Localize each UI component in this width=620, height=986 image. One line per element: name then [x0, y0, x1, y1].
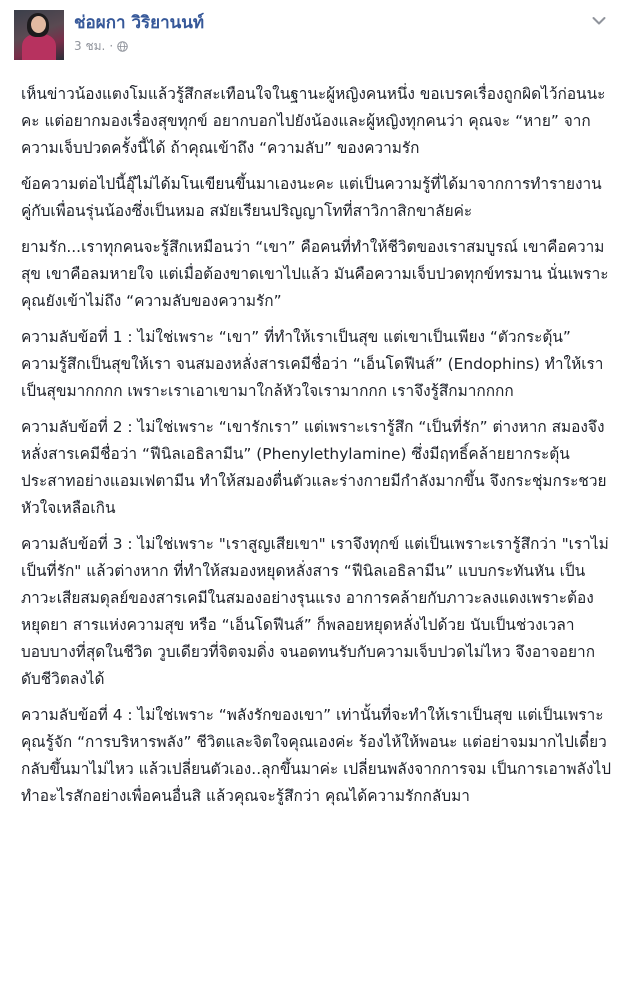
- meta-separator: ·: [109, 39, 114, 53]
- globe-icon[interactable]: [117, 41, 128, 52]
- post-paragraph-secret-4: ความลับข้อที่ 4 : ไม่ใช่เพราะ “พลังรักของเขา” เท่านั้นที่จะทำให้เราเป็นสุข แต่เป็นเพราะคุณรู้จัก “การบริหารพลัง” ชีวิตและจิตใจคุณเองค่ะ ร้องไห้ให้พอนะ แต่อย่าจมมากไปเดี๋ยวกลับขึ้นมาไม่ไหว แล้วเปลี่ยนตัวเอง..ลุกขึ้นมาค่ะ เปลี่ยนพลังจากการจม เป็นการเอาพลังไปทำอะไรสักอย่างเพื่อคนอื่นสิ แล้วคุณจะรู้สึกว่า คุณได้ความรักกลับมา: [21, 706, 611, 805]
- post-paragraph-secret-3: ความลับข้อที่ 3 : ไม่ใช่เพราะ "เราสูญเสียเขา" เราจึงทุกข์ แต่เป็นเพราะเรารู้สึกว่า "เราไม่เป็นที่รัก" แล้วต่างหาก ที่ทำให้สมองหยุดหลั่งสาร “ฟีนิลเอธิลามีน” แบบกระทันหัน เป็นภาวะเสียสมดุลย์ของสารเคมีในสมองอย่างรุนแรง อาการคล้ายกับภาวะลงแดงเพราะต้องหยุดยา สารแห่งความสุข หรือ “เอ็นโดฟีนส์” ก็พลอยหยุดหลั่งไปด้วย นับเป็นช่วงเวลาบอบบางที่สุดในชีวิต วูบเดียวที่จิตจมดิ่ง จนอดทนรับกับความเจ็บปวดไม่ไหว จึงอาจอยากดับชีวิตลงได้: [21, 535, 609, 688]
- post-paragraph-intro: เห็นข่าวน้องแตงโมแล้วรู้สึกสะเทือนใจในฐานะผู้หญิงคนหนึ่ง ขอเบรคเรื่องถูกผิดไว้ก่อนนะคะ แต่อยากมองเรื่องสุขทุกข์ อยากบอกไปยังน้องและผู้หญิงทุกคนว่า คุณจะ “หาย” จากความเจ็บปวดครั้งนี้ได้ ถ้าคุณเข้าถึง “ความลับ” ของความรัก: [21, 85, 606, 157]
- post-paragraph-secret-2: ความลับข้อที่ 2 : ไม่ใช่เพราะ “เขารักเรา” แต่เพราะเรารู้สึก “เป็นที่รัก” ต่างหาก สมองจึงหลั่งสารเคมีชื่อว่า “ฟีนิลเอธิลามีน” (Phenylethylamine) ซึ่งมีฤทธิ์คล้ายยากระตุ้นประสาทอย่างแอมเฟตามีน ทำให้สมองตื่นตัวและร่างกายมีกำลังมากขึ้น จึงกระชุ่มกระชวยหัวใจเหลือเกิน: [21, 418, 607, 517]
- avatar-body-shape: [22, 34, 56, 60]
- avatar-face-shape: [31, 16, 46, 33]
- author-avatar[interactable]: [14, 10, 64, 60]
- post-paragraph-source: ข้อความต่อไปนี้อุ๊ไม่ได้มโนเขียนขึ้นมาเองนะคะ แต่เป็นความรู้ที่ได้มาจากการทำรายงานคู่กับเพื่อนรุ่นน้องซึ่งเป็นหมอ สมัยเรียนปริญญาโทที่สาวิกาสิกขาลัยค่ะ: [21, 175, 602, 220]
- post-meta: [74, 10, 204, 54]
- author-name[interactable]: ช่อผกา วิริยานนท์: [74, 13, 205, 33]
- chevron-down-icon[interactable]: [592, 16, 606, 26]
- post-body: [14, 81, 611, 810]
- post-time-row: [74, 38, 204, 54]
- post-header: [14, 10, 602, 68]
- post-paragraph-secret-1: ความลับข้อที่ 1 : ไม่ใช่เพราะ “เขา” ที่ทำให้เราเป็นสุข แต่เขาเป็นเพียง “ตัวกระตุ้น” ความรู้สึกเป็นสุขให้เรา จนสมองหลั่งสารเคมีชื่อว่า “เอ็นโดฟีนส์” (Endophins) ทำให้เราเป็นสุขมากกกก เพราะเราเอาเขามาใกล้หัวใจเรามากกก เราจึงรู้สึกมากกกก: [21, 328, 604, 400]
- post-paragraph-love: ยามรัก...เราทุกคนจะรู้สึกเหมือนว่า “เขา” คือคนที่ทำให้ชีวิตของเราสมบูรณ์ เขาคือความสุข เขาคือลมหายใจ แต่เมื่อต้องขาดเขาไปแล้ว มันคือความเจ็บปวดทุกข์ทรมาน นั่นเพราะคุณยังเข้าไม่ถึง “ความลับของความรัก”: [21, 238, 609, 310]
- post-timestamp[interactable]: 3 ชม.: [74, 39, 106, 53]
